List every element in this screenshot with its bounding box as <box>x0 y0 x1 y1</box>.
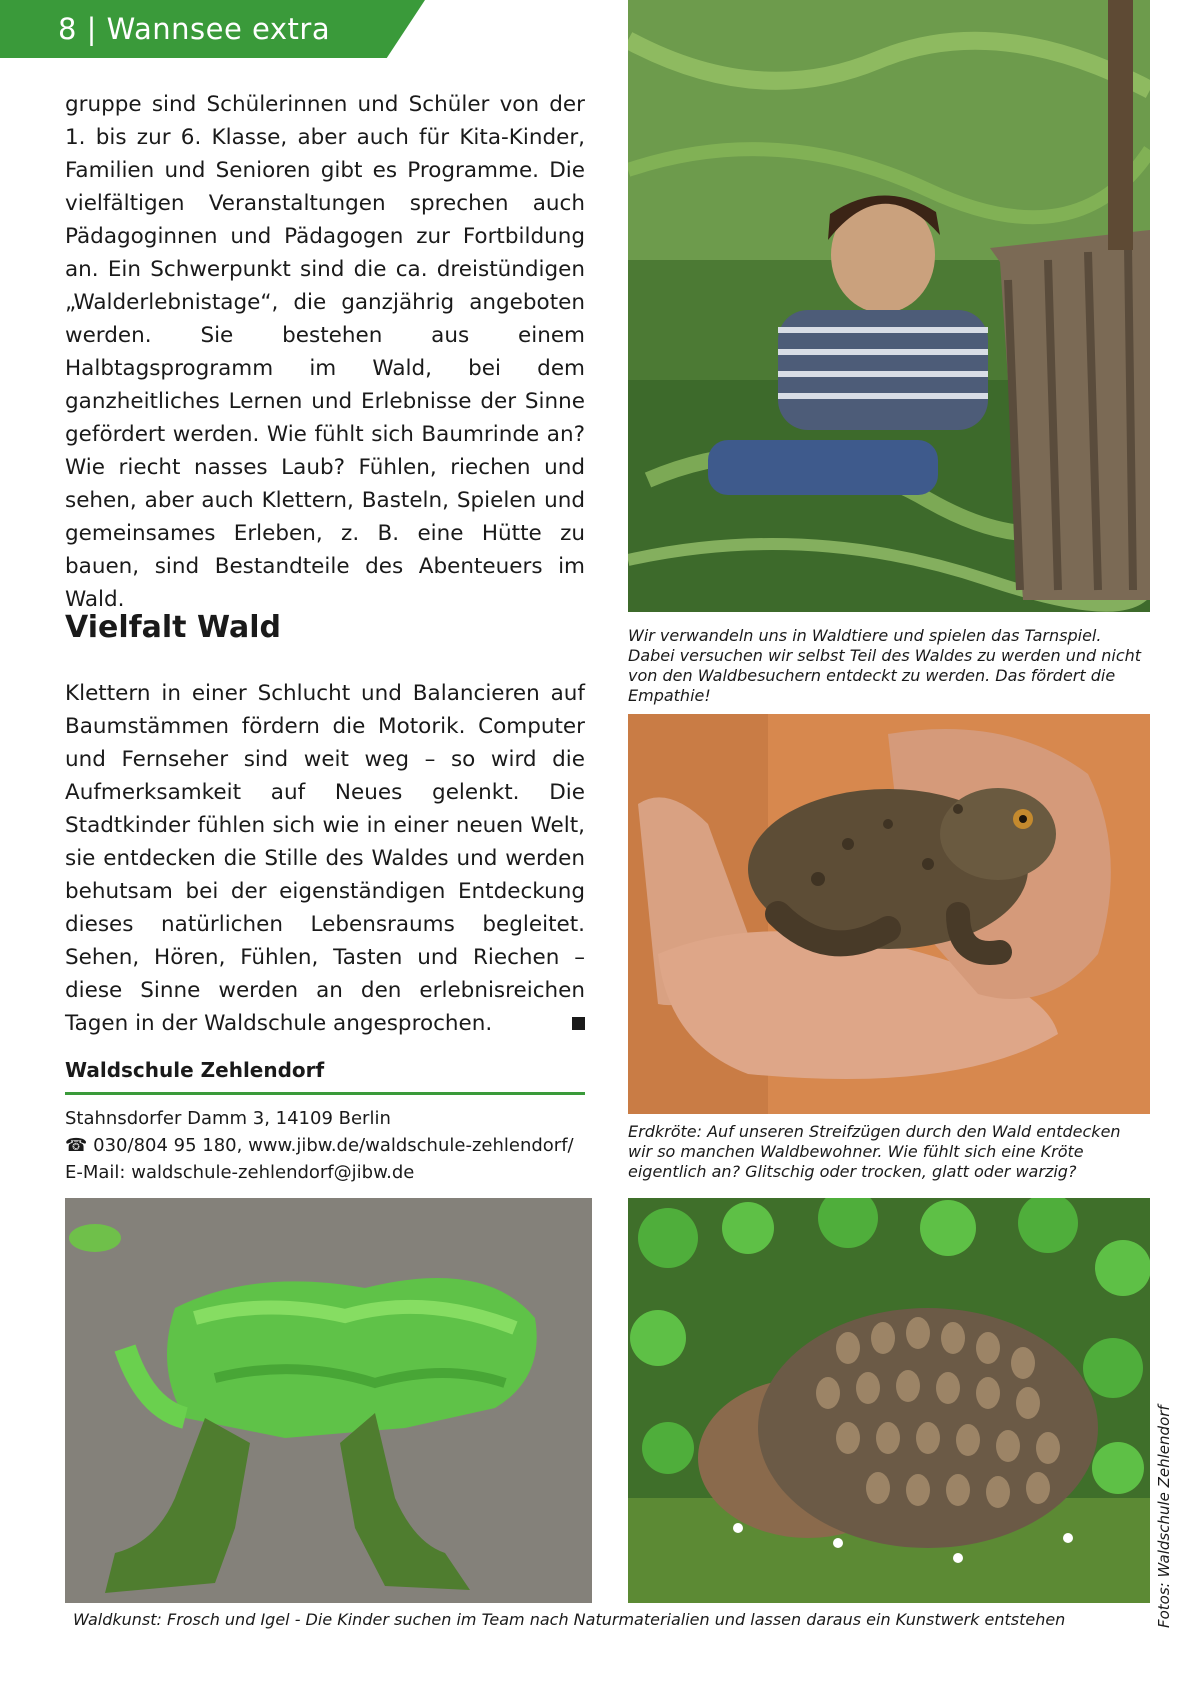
contact-divider <box>65 1092 585 1095</box>
photo-cone-hedgehog <box>628 1198 1150 1603</box>
end-of-article-mark <box>572 1017 585 1030</box>
contact-email[interactable]: E-Mail: waldschule-zehlendorf@jibw.de <box>65 1162 415 1183</box>
contact-address: Stahnsdorfer Damm 3, 14109 Berlin <box>65 1108 391 1129</box>
contact-heading: Waldschule Zehlendorf <box>65 1058 325 1082</box>
page-number: 8 <box>58 12 77 46</box>
page-header: 8 | Wannsee extra <box>58 12 331 46</box>
phone-icon: ☎ <box>65 1135 88 1156</box>
section-paragraph <box>65 677 585 1040</box>
photo-leaf-frog-image <box>65 1198 592 1603</box>
caption-toad: Erdkröte: Auf unseren Streifzügen durch den Wald entdecken wir so manchen Waldbewohner. Wie fühlt sich eine Kröte eigentlich an? Glitschig oder trocken, glatt oder warzig? <box>628 1122 1121 1181</box>
caption-forest: Wir verwandeln uns in Waldtiere und spielen das Tarnspiel. Dabei versuchen wir selbst Teil des Waldes zu werden und nicht von den Waldbesuchern entdeckt zu werden. Das fördert die Empathie! <box>628 626 1142 705</box>
photo-toad-image <box>628 714 1150 1114</box>
photo-cone-hedgehog-image <box>628 1198 1150 1603</box>
section-heading: Vielfalt Wald <box>65 610 281 645</box>
photo-credit: Fotos: Waldschule Zehlendorf <box>1155 1405 1173 1628</box>
intro-paragraph: gruppe sind Schülerinnen und Schüler von der 1. bis zur 6. Klasse, aber auch für Kita-Kinder, Familien und Senioren gibt es Programme. Die vielfältigen Veranstaltungen sprechen auch Pädagoginnen und Pädagogen zur Fortbildung an. Ein Schwerpunkt sind die ca. dreistündigen „Walderlebnistage“, die ganzjährig angeboten werden. Sie bestehen aus einem Halbtagsprogramm im Wald, bei dem ganzheitliches Lernen und Erlebnisse der Sinne gefördert werden. Wie fühlt sich Baumrinde an? Wie riecht nasses Laub? Fühlen, riechen und sehen, aber auch Klettern, Basteln, Spielen und gemeinsames Erleben, z. B. eine Hütte zu bauen, sind Bestandteile des Abenteuers im Wald. <box>65 92 585 612</box>
contact-phone-web <box>65 1132 585 1159</box>
photo-forest-child-image <box>628 0 1150 612</box>
contact-phone-web-text[interactable]: 030/804 95 180, www.jibw.de/waldschule-zehlendorf/ <box>93 1135 574 1156</box>
section-title: Wannsee extra <box>106 12 331 46</box>
photo-forest-child <box>628 0 1150 612</box>
photo-leaf-frog <box>65 1198 592 1603</box>
contact-block <box>65 1105 585 1186</box>
caption-art: Waldkunst: Frosch und Igel - Die Kinder suchen im Team nach Naturmaterialien und lassen daraus ein Kunstwerk entstehen <box>73 1610 1066 1629</box>
section-paragraph-text: Klettern in einer Schlucht und Balancieren auf Baumstämmen fördern die Motorik. Computer und Fernseher sind weit weg – so wird die Aufmerksamkeit auf Neues gelenkt. Die Stadtkinder fühlen sich wie in einer neuen Welt, sie entdecken die Stille des Waldes und werden behutsam bei der eigenständigen Entdeckung dieses natürlichen Lebensraums begleitet. Sehen, Hören, Fühlen, Tasten und Riechen – diese Sinne werden an den erlebnisreichen Tagen in der Waldschule angesprochen. <box>65 681 585 1036</box>
photo-toad <box>628 714 1150 1114</box>
